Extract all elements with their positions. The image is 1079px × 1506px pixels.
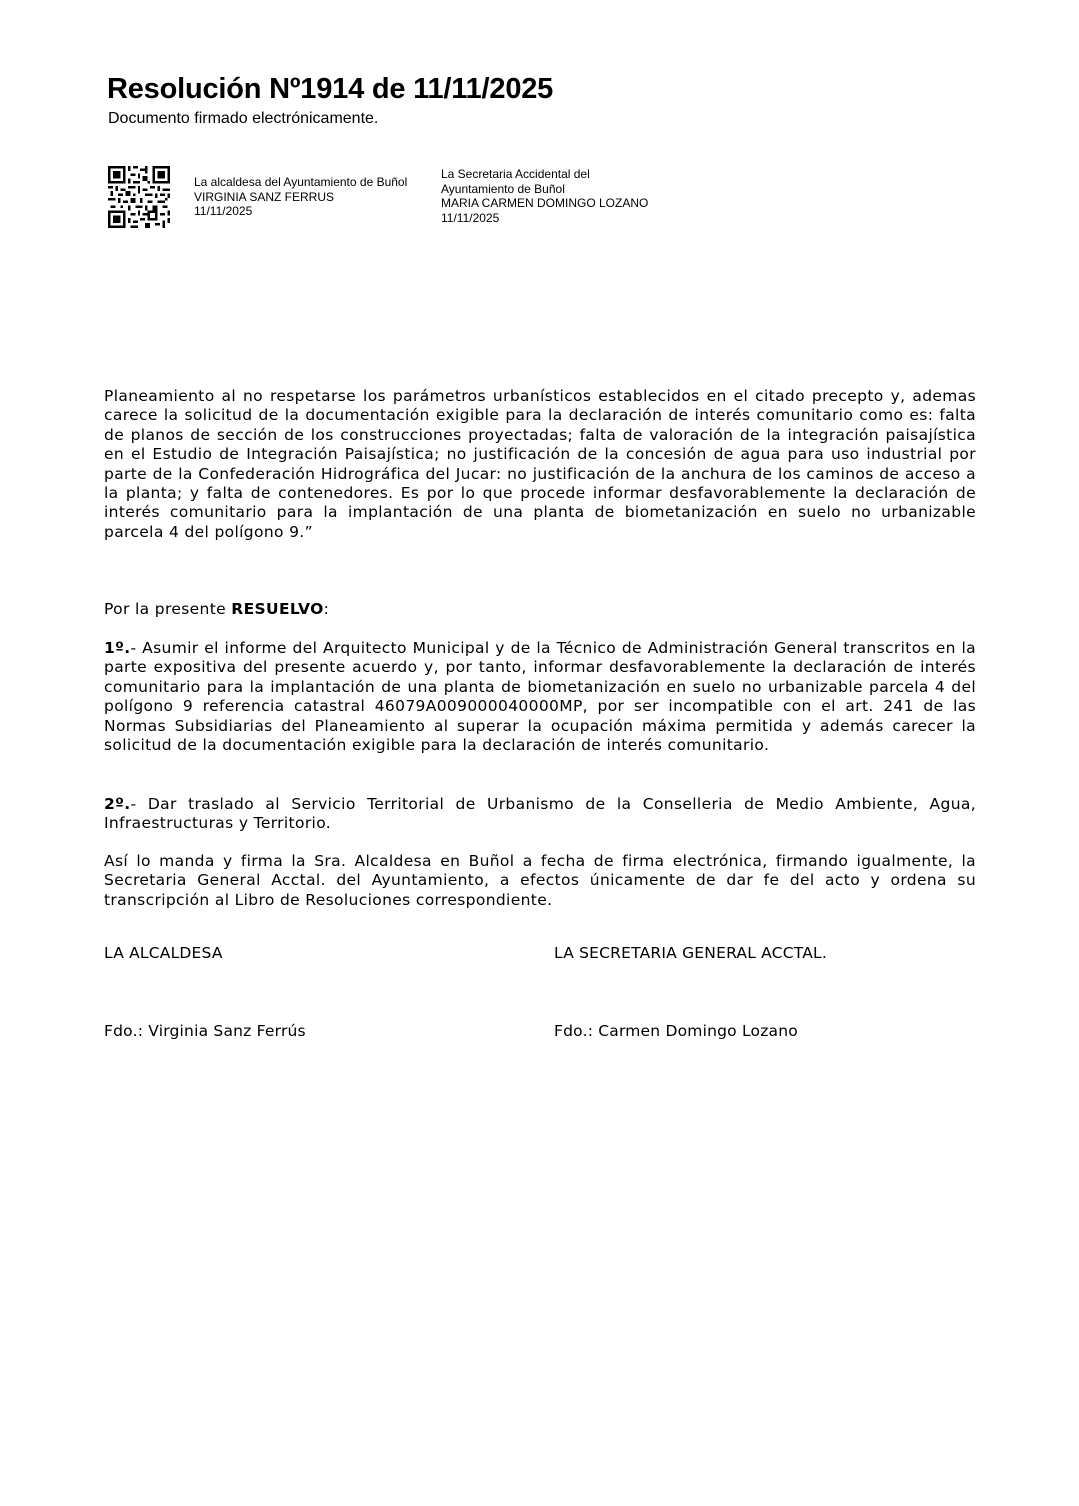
signer-left-name: Fdo.: Virginia Sanz Ferrús bbox=[104, 1022, 306, 1040]
qr-code-icon bbox=[108, 166, 170, 228]
paragraph-resolution-2 bbox=[104, 795, 976, 834]
secretary-signature-block bbox=[441, 167, 648, 225]
secretary-signature-role-line2: Ayuntamiento de Buñol bbox=[441, 181, 565, 196]
paragraph-resolution-1 bbox=[104, 639, 976, 755]
signed-notice: Documento firmado electrónicamente. bbox=[108, 110, 379, 127]
resolution-title: Resolución Nº1914 de 11/11/2025 bbox=[107, 73, 554, 105]
signer-right-name: Fdo.: Carmen Domingo Lozano bbox=[554, 1022, 798, 1040]
mayor-signature-block bbox=[194, 175, 407, 219]
resolution-2-text: - Dar traslado al Servicio Territorial de Urbanismo de la Conselleria de Medio Ambiente, Agua, Infraestructuras y Territorio. bbox=[104, 795, 976, 833]
resolution-2-number: 2º. bbox=[104, 795, 131, 813]
resuelvo-prefix: Por la presente bbox=[104, 600, 232, 618]
resolution-1-number: 1º. bbox=[104, 639, 131, 657]
mayor-signature-date: 11/11/2025 bbox=[194, 204, 253, 218]
signer-left-role: LA ALCALDESA bbox=[104, 944, 223, 962]
mayor-signature-role: La alcaldesa del Ayuntamiento de Buñol bbox=[194, 175, 408, 189]
mayor-signature-name: VIRGINIA SANZ FERRUS bbox=[194, 189, 335, 204]
paragraph-planeamiento: Planeamiento al no respetarse los parámetros urbanísticos establecidos en el citado precepto y, ademas carece la solicitud de la documentación exigible para la declaración de interés comunitario como es: falta de planos de sección de los construcciones proyectadas; falta de valoración de la integración paisajística en el Estudio de Integración Paisajística; no justificación de la concesión de agua para uso industrial por parte de la Confederación Hidrográfica del Jucar: no justificación de la anchura de los caminos de acceso a la planta; y falta de contenedores. Es por lo que procede informar desfavorablemente la declaración de interés comunitario para la implantación de una planta de biometanización en suelo no urbanizable parcela 4 del polígono 9.” bbox=[104, 387, 976, 541]
secretary-signature-date: 11/11/2025 bbox=[441, 210, 500, 225]
paragraph-closing: Así lo manda y firma la Sra. Alcaldesa en Buñol a fecha de firma electrónica, firmando igualmente, la Secretaria General Acctal. del Ayuntamiento, a efectos únicamente de dar fe del acto y ordena su transcripción al Libro de Resoluciones correspondiente. bbox=[104, 852, 976, 909]
resuelvo-suffix: : bbox=[323, 600, 330, 618]
secretary-signature-role-line1: La Secretaria Accidental del bbox=[441, 167, 590, 181]
resolution-1-text: - Asumir el informe del Arquitecto Municipal y de la Técnico de Administración General transcritos en la parte expositiva del presente acuerdo y, por tanto, informar desfavorablemente la declaración de interés comunitario para la implantación de una planta de biometanización en suelo no urbanizable parcela 4 del polígono 9 referencia catastral 46079A009000040000MP, por ser incompatible con el art. 241 de las Normas Subsidiarias del Planeamiento al superar la ocupación máxima permitida y además carecer la solicitud de la documentación exigible para la declaración de interés comunitario. bbox=[104, 639, 976, 755]
resuelvo-keyword: RESUELVO bbox=[231, 600, 324, 618]
secretary-signature-name: MARIA CARMEN DOMINGO LOZANO bbox=[441, 196, 649, 210]
signer-right-role: LA SECRETARIA GENERAL ACCTAL. bbox=[554, 944, 827, 962]
paragraph-resuelvo bbox=[104, 600, 976, 619]
